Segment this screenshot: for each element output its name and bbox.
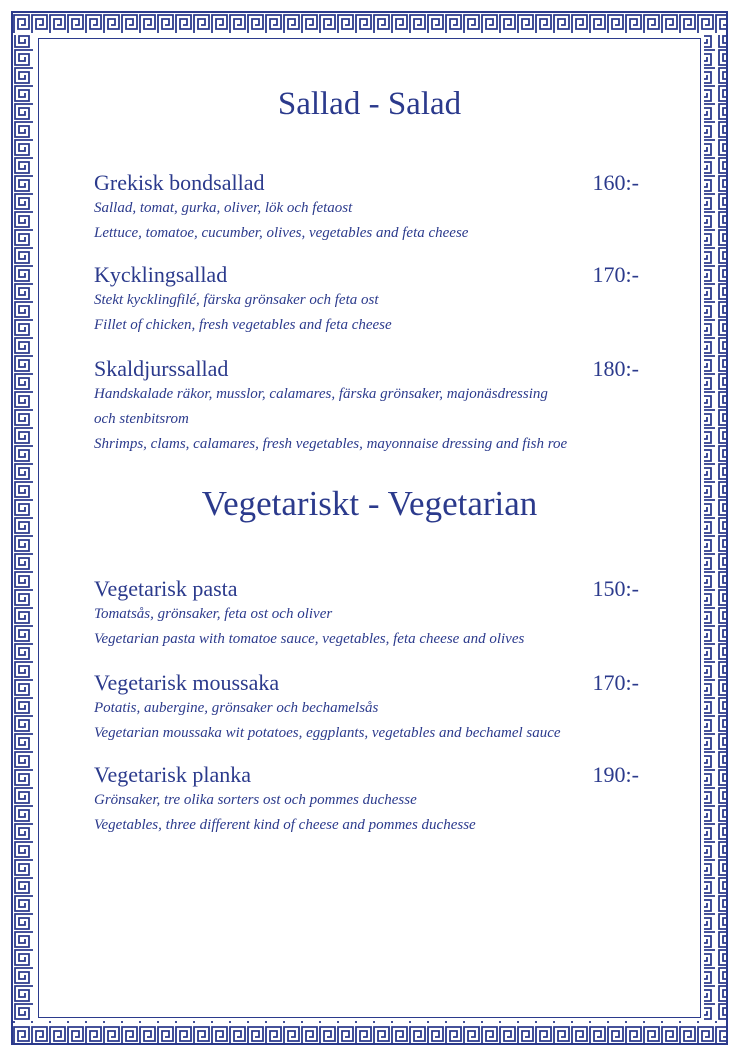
item-price: 160:- [592, 170, 639, 195]
item-price: 170:- [592, 670, 639, 695]
section-title-salad: Sallad - Salad [277, 86, 462, 122]
item-desc-en: Shrimps, clams, calamares, fresh vegetables, mayonnaise dressing and fish roe [94, 436, 568, 452]
item-price: 190:- [592, 762, 639, 787]
item-desc-sv: Grönsaker, tre olika sorters ost och pommes duchesse [94, 792, 417, 808]
menu-item [94, 576, 639, 652]
menu-item [94, 170, 639, 246]
item-desc-en: Vegetarian pasta with tomatoe sauce, vegetables, feta cheese and olives [94, 631, 525, 647]
menu-item [94, 762, 639, 838]
item-name: Vegetarisk pasta [94, 576, 238, 601]
item-desc-en: Vegetables, three different kind of cheese and pommes duchesse [94, 817, 476, 833]
item-name: Grekisk bondsallad [94, 170, 265, 195]
item-desc-sv: Potatis, aubergine, grönsaker och bechamelsås [94, 700, 379, 716]
item-desc-sv: Tomatsås, grönsaker, feta ost och oliver [94, 606, 333, 622]
item-desc-en: Vegetarian moussaka wit potatoes, eggplants, vegetables and bechamel sauce [94, 725, 561, 741]
item-price: 150:- [592, 576, 639, 601]
item-desc-sv-cont: och stenbitsrom [94, 411, 189, 427]
item-desc-sv: Sallad, tomat, gurka, oliver, lök och fetaost [94, 200, 353, 216]
menu-item [94, 356, 639, 457]
item-desc-en: Lettuce, tomatoe, cucumber, olives, vegetables and feta cheese [94, 225, 469, 241]
menu-item [94, 670, 639, 746]
item-desc-sv: Stekt kycklingfilé, färska grönsaker och feta ost [94, 292, 379, 308]
item-price: 170:- [592, 262, 639, 287]
item-name: Kycklingsallad [94, 262, 228, 287]
item-name: Vegetarisk planka [94, 762, 251, 787]
item-name: Skaldjurssallad [94, 356, 229, 381]
item-desc-en: Fillet of chicken, fresh vegetables and feta cheese [94, 317, 392, 333]
item-name: Vegetarisk moussaka [94, 670, 280, 695]
menu-item [94, 262, 639, 338]
section-title-vegetarian: Vegetariskt - Vegetarian [201, 484, 538, 523]
item-desc-sv: Handskalade räkor, musslor, calamares, färska grönsaker, majonäsdressing [94, 386, 548, 402]
item-price: 180:- [592, 356, 639, 381]
